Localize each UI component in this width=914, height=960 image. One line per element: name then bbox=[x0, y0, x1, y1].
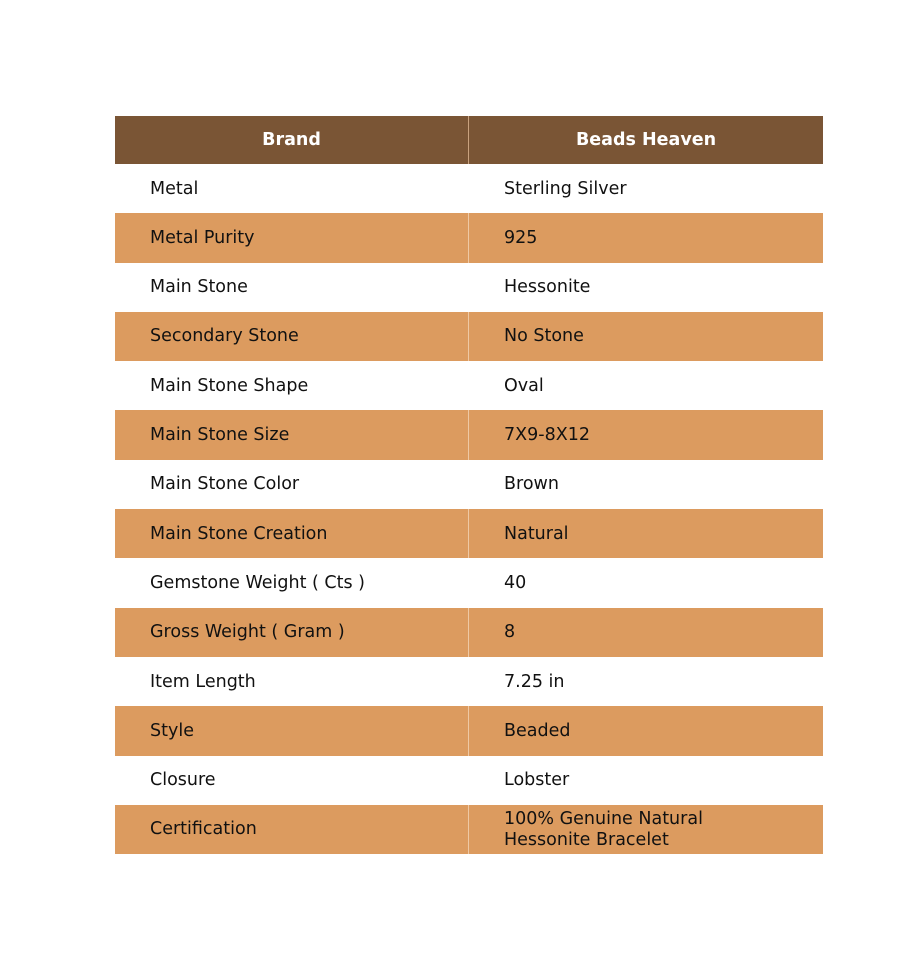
row-value: No Stone bbox=[504, 326, 584, 347]
table-row bbox=[115, 706, 823, 755]
row-value: Lobster bbox=[504, 770, 570, 791]
table-row bbox=[115, 213, 823, 262]
row-label: Main Stone Color bbox=[115, 460, 469, 509]
row-label: Main Stone Shape bbox=[115, 361, 469, 410]
row-value: 7X9-8X12 bbox=[504, 425, 590, 446]
row-label: Item Length bbox=[115, 657, 469, 706]
table-row bbox=[115, 558, 823, 607]
table-row bbox=[115, 509, 823, 558]
table-row bbox=[115, 164, 823, 213]
row-value: Sterling Silver bbox=[504, 178, 627, 199]
row-label: Metal bbox=[115, 164, 469, 213]
row-value: Hessonite bbox=[504, 277, 591, 298]
row-value: 100% Genuine Natural Hessonite Bracelet bbox=[504, 809, 703, 850]
header-value: Beads Heaven bbox=[575, 129, 717, 150]
row-value: 925 bbox=[504, 227, 538, 248]
row-value: Beaded bbox=[504, 720, 571, 741]
table-row bbox=[115, 312, 823, 361]
table-row bbox=[115, 410, 823, 459]
row-label: Secondary Stone bbox=[115, 312, 469, 361]
table-row bbox=[115, 263, 823, 312]
row-label: Certification bbox=[115, 805, 469, 854]
row-label: Metal Purity bbox=[115, 213, 469, 262]
table-row bbox=[115, 361, 823, 410]
table-row bbox=[115, 460, 823, 509]
header-label: Brand bbox=[115, 116, 469, 164]
table-row bbox=[115, 608, 823, 657]
table-row bbox=[115, 756, 823, 805]
row-label: Main Stone Size bbox=[115, 410, 469, 459]
table-header-row bbox=[115, 116, 823, 164]
row-label: Closure bbox=[115, 756, 469, 805]
row-label: Gross Weight ( Gram ) bbox=[115, 608, 469, 657]
row-value: Oval bbox=[504, 375, 544, 396]
table-row bbox=[115, 805, 823, 854]
row-label: Gemstone Weight ( Cts ) bbox=[115, 558, 469, 607]
spec-table bbox=[115, 116, 823, 854]
table-row bbox=[115, 657, 823, 706]
row-value: Brown bbox=[504, 474, 559, 495]
row-value: Natural bbox=[504, 523, 569, 544]
row-value: 8 bbox=[504, 622, 516, 643]
row-label: Main Stone bbox=[115, 263, 469, 312]
row-value: 7.25 in bbox=[504, 671, 565, 692]
row-value: 40 bbox=[504, 572, 527, 593]
row-label: Main Stone Creation bbox=[115, 509, 469, 558]
row-label: Style bbox=[115, 706, 469, 755]
